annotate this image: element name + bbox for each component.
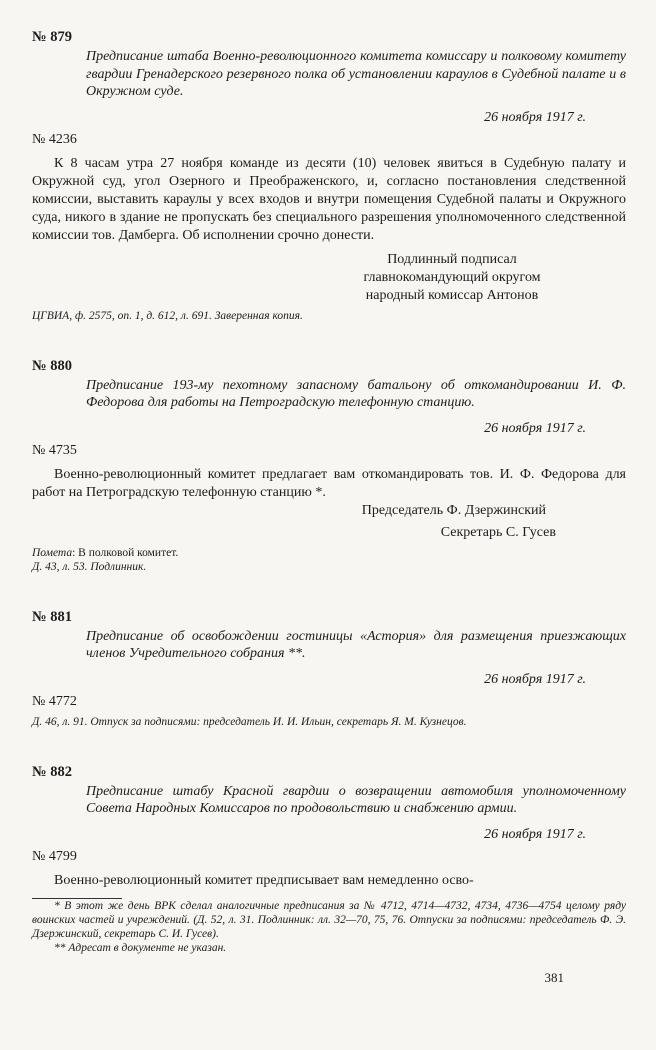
document-body: Военно-революционный комитет предлагает вам откомандировать тов. И. Ф. Федорова для работ на Петроградскую телефонную станцию *. <box>32 466 626 500</box>
document-882 <box>32 763 626 890</box>
document-880 <box>32 357 626 574</box>
document-page <box>32 28 626 955</box>
document-title: Предписание штаба Военно-революционного комитета комиссару и полковому комитету гвардии Гренадерского резервного полка об установлении караулов в Судебной палате и в Окружном суде. <box>86 49 626 99</box>
annotation-text: : В полковой комитет. <box>72 546 179 559</box>
document-879 <box>32 28 626 323</box>
signature-line-1: Подлинный подписал <box>387 251 517 267</box>
footnote-2: ** Адресат в документе не указан. <box>54 941 227 954</box>
document-number: № 879 <box>32 29 72 45</box>
registration-number: № 4236 <box>32 131 77 147</box>
registration-number: № 4772 <box>32 693 77 709</box>
document-title: Предписание об освобождении гостиницы «Астория» для размещения приезжающих членов Учредительного собрания **. <box>86 628 626 661</box>
signature-line-2: главнокомандующий округом <box>363 269 541 285</box>
footnote-1: * В этот же день ВРК сделал аналогичные предписания за № 4712, 4714—4732, 4734, 4736—4754 целому ряду воинских частей и учреждений. (Д. 52, л. 31. Подлинник: лл. 32—70, 75, 76. Отпуски за подписями: председатель Ф. Э. Дзержинский, секретарь С. И. Гусев). <box>32 899 626 940</box>
document-title: Предписание штабу Красной гвардии о возвращении автомобиля уполномоченному Совета Народных Комиссаров по продовольствию и снабжению армии. <box>86 783 626 816</box>
archive-source: Д. 46, л. 91. Отпуск за подписями: председатель И. И. Ильин, секретарь Я. М. Кузнецов. <box>32 715 467 728</box>
annotation-label: Помета <box>32 546 73 559</box>
document-date: 26 ноября 1917 г. <box>484 826 586 842</box>
archive-source: Д. 43, л. 53. Подлинник. <box>32 560 147 573</box>
document-number: № 882 <box>32 763 72 780</box>
archive-source: ЦГВИА, ф. 2575, оп. 1, д. 612, л. 691. Заверенная копия. <box>32 309 303 322</box>
registration-number: № 4735 <box>32 442 77 458</box>
document-date: 26 ноября 1917 г. <box>484 109 586 125</box>
document-date: 26 ноября 1917 г. <box>484 420 586 436</box>
document-body: Военно-революционный комитет предписывает вам немедленно осво- <box>54 872 474 888</box>
signature-line-3: народный комиссар Антонов <box>365 287 539 303</box>
page-number: 381 <box>544 970 564 985</box>
document-number: № 881 <box>32 608 72 625</box>
signature-block <box>32 251 626 305</box>
document-title: Предписание 193-му пехотному запасному батальону об откомандировании И. Ф. Федорова для работы на Петроградскую телефонную станцию. <box>86 377 626 410</box>
signature-line-1: Председатель Ф. Дзержинский <box>361 502 546 518</box>
signature-block <box>32 502 626 542</box>
annotation <box>32 546 626 560</box>
document-date: 26 ноября 1917 г. <box>484 671 586 687</box>
signature-line-2: Секретарь С. Гусев <box>440 524 556 540</box>
registration-number: № 4799 <box>32 848 77 864</box>
document-body: К 8 часам утра 27 ноября команде из десяти (10) человек явиться в Судебную палату и Окружной суд, угол Озерного и Преображенского, и, согласно постановления следственной комиссии, выставить караулы у всех входов и внутри помещения Судебной палаты и Окружного суда, никого в здание не пропускать без специального разрешения уполномоченного следственной комиссии тов. Дамберга. Об исполнении срочно донести. <box>32 155 626 243</box>
document-number: № 880 <box>32 357 72 374</box>
document-881 <box>32 608 626 729</box>
